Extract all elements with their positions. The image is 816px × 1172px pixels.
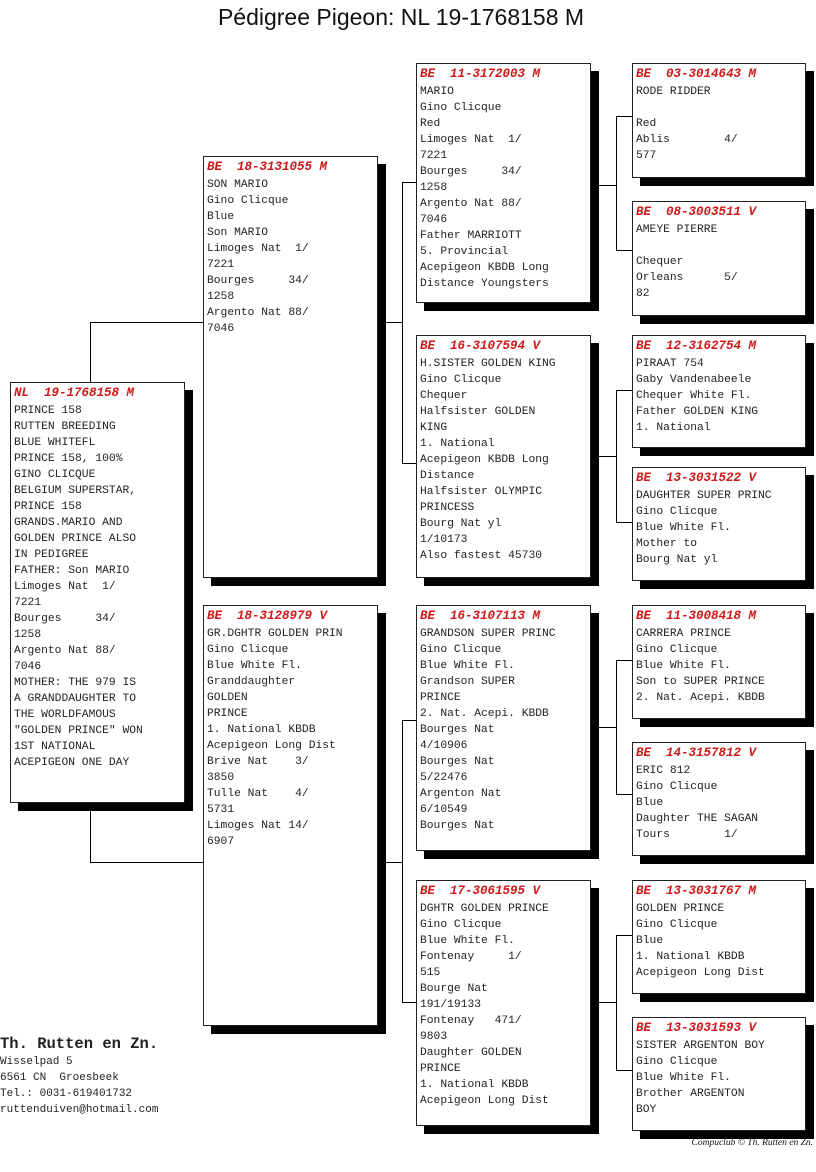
connector (616, 116, 632, 117)
detail-line: ERIC 812 (636, 765, 691, 777)
pigeon-card-fmm[interactable] (632, 467, 806, 581)
pigeon-card-subject[interactable] (10, 382, 185, 803)
detail-line: PRINCE (420, 1063, 461, 1075)
detail-line: PRINCE 158 (14, 501, 82, 513)
pigeon-card-mff[interactable] (632, 605, 806, 719)
pigeon-details (207, 626, 374, 850)
pigeon-card-mmf[interactable] (632, 880, 806, 994)
pigeon-card-mfm[interactable] (632, 742, 806, 856)
detail-line: BLUE WHITEFL (14, 437, 96, 449)
detail-line: 1. National KBDB (636, 951, 745, 963)
detail-line: 5731 (207, 804, 235, 816)
detail-line: Blue White Fl. (207, 660, 302, 672)
detail-line: Tours 1/ (636, 829, 738, 841)
breeder-phone: Tel.: 0031-619401732 (0, 1088, 133, 1100)
detail-line: BOY (636, 1104, 657, 1116)
detail-line: 6907 (207, 836, 235, 848)
connector (616, 250, 632, 251)
connector (402, 1002, 416, 1003)
detail-line: Blue White Fl. (636, 660, 731, 672)
detail-line: Bourges 34/ (420, 166, 522, 178)
detail-line: 1. National (420, 438, 495, 450)
ring-number: BE 13-3031767 M (636, 884, 757, 898)
pigeon-details (420, 84, 587, 292)
detail-line: Son MARIO (207, 227, 269, 239)
detail-line: Distance (420, 470, 475, 482)
detail-line: PRINCE (207, 708, 248, 720)
detail-line: Chequer (420, 390, 468, 402)
detail-line: 5. Provincial (420, 246, 509, 258)
pigeon-details (636, 84, 802, 164)
connector (90, 862, 203, 863)
detail-line: 1258 (14, 629, 42, 641)
detail-line: Limoges Nat 1/ (207, 243, 309, 255)
detail-line: GOLDEN PRINCE (636, 903, 725, 915)
detail-line: Blue (207, 211, 235, 223)
detail-line: Father GOLDEN KING (636, 406, 759, 418)
pigeon-details (636, 626, 802, 706)
detail-line: RUTTEN BREEDING (14, 421, 116, 433)
ring-number: BE 16-3107113 M (420, 609, 541, 623)
detail-line: Limoges Nat 1/ (14, 581, 116, 593)
connector (402, 182, 403, 463)
detail-line: Gino Clicque (636, 644, 718, 656)
pigeon-details (636, 222, 802, 302)
ring-number: BE 13-3031593 V (636, 1021, 757, 1035)
detail-line: 82 (636, 288, 650, 300)
detail-line: Blue (636, 797, 664, 809)
ring-number: BE 11-3172003 M (420, 67, 541, 81)
connector (616, 522, 632, 523)
connector (616, 390, 632, 391)
detail-line: Gino Clicque (420, 644, 502, 656)
pigeon-details (636, 901, 802, 981)
detail-line: Gino Clicque (420, 374, 502, 386)
ring-number: BE 11-3008418 M (636, 609, 757, 623)
pigeon-card-father[interactable] (203, 156, 378, 578)
detail-line: 7046 (207, 323, 235, 335)
detail-line: Acepigeon Long Dist (636, 967, 765, 979)
detail-line: GINO CLICQUE (14, 469, 96, 481)
connector (402, 720, 416, 721)
detail-line: 4/10906 (420, 740, 468, 752)
ring-number: BE 16-3107594 V (420, 339, 541, 353)
detail-line: DGHTR GOLDEN PRINCE (420, 903, 549, 915)
connector (402, 182, 416, 183)
detail-line: 1. National KBDB (420, 1079, 529, 1091)
connector (598, 727, 616, 728)
detail-line: GR.DGHTR GOLDEN PRIN (207, 628, 343, 640)
connector (598, 185, 616, 186)
detail-line: "GOLDEN PRINCE" WON (14, 725, 143, 737)
connector (616, 390, 617, 523)
pigeon-card-maternal-grandfather[interactable] (416, 605, 591, 851)
detail-line: Grandson SUPER (420, 676, 515, 688)
detail-line: 1258 (207, 291, 235, 303)
detail-line: 1/10173 (420, 534, 468, 546)
detail-line: Chequer (636, 256, 684, 268)
pigeon-card-mmm[interactable] (632, 1017, 806, 1131)
detail-line: 1. National (636, 422, 711, 434)
detail-line: PIRAAT 754 (636, 358, 704, 370)
detail-line: FATHER: Son MARIO (14, 565, 130, 577)
detail-line: Gino Clicque (636, 919, 718, 931)
detail-line: Gino Clicque (420, 102, 502, 114)
detail-line: Acepigeon Long Dist (207, 740, 336, 752)
detail-line: 191/19133 (420, 999, 482, 1011)
detail-line: GRANDS.MARIO AND (14, 517, 123, 529)
ring-number: BE 13-3031522 V (636, 471, 757, 485)
detail-line: MOTHER: THE 979 IS (14, 677, 137, 689)
detail-line: Bourges Nat (420, 756, 495, 768)
ring-number: BE 18-3131055 M (207, 160, 328, 174)
detail-line: 7221 (420, 150, 448, 162)
detail-line: Also fastest 45730 (420, 550, 543, 562)
connector (90, 322, 203, 323)
pigeon-details (636, 1038, 802, 1118)
detail-line: Fontenay 1/ (420, 951, 522, 963)
detail-line: Daughter THE SAGAN (636, 813, 759, 825)
connector (616, 935, 617, 1071)
detail-line: SON MARIO (207, 179, 269, 191)
detail-line: Gaby Vandenabeele (636, 374, 752, 386)
detail-line: Blue White Fl. (636, 522, 731, 534)
connector (616, 660, 617, 795)
detail-line: Blue White Fl. (420, 660, 515, 672)
detail-line: 1ST NATIONAL (14, 741, 96, 753)
detail-line: 7221 (207, 259, 235, 271)
breeder-name: Th. Rutten en Zn. (0, 1035, 159, 1053)
pigeon-card-maternal-grandmother[interactable] (416, 880, 591, 1126)
detail-line: Chequer White Fl. (636, 390, 752, 402)
detail-line: Blue White Fl. (420, 935, 515, 947)
page-title: Pédigree Pigeon: NL 19-1768158 M (217, 4, 585, 30)
detail-line: 577 (636, 150, 657, 162)
detail-line: 2. Nat. Acepi. KBDB (420, 708, 549, 720)
detail-line: Bourges 34/ (207, 275, 309, 287)
ring-number: BE 08-3003511 V (636, 205, 757, 219)
pigeon-card-paternal-grandfather[interactable] (416, 63, 591, 303)
breeder-email[interactable]: ruttenduiven@hotmail.com (0, 1104, 159, 1116)
connector (598, 456, 616, 457)
detail-line: Bourges Nat (420, 724, 495, 736)
detail-line: Brother ARGENTON (636, 1088, 745, 1100)
detail-line: Halfsister GOLDEN (420, 406, 536, 418)
ring-number: BE 17-3061595 V (420, 884, 541, 898)
detail-line: Fontenay 471/ (420, 1015, 522, 1027)
detail-line: Argenton Nat (420, 788, 502, 800)
detail-line: KING (420, 422, 448, 434)
connector (616, 794, 632, 795)
detail-line: CARRERA PRINCE (636, 628, 731, 640)
detail-line: PRINCE 158, 100% (14, 453, 123, 465)
detail-line: Halfsister OLYMPIC (420, 486, 543, 498)
connector (90, 322, 91, 382)
detail-line: PRINCESS (420, 502, 475, 514)
ring-number: NL 19-1768158 M (14, 386, 135, 400)
ring-number: BE 12-3162754 M (636, 339, 757, 353)
detail-line: 6/10549 (420, 804, 468, 816)
detail-line: Father MARRIOTT (420, 230, 522, 242)
pigeon-details (420, 626, 587, 834)
detail-line: Tulle Nat 4/ (207, 788, 309, 800)
detail-line: Argento Nat 88/ (207, 307, 309, 319)
detail-line: Bourg Nat yl (636, 554, 718, 566)
detail-line: 9803 (420, 1031, 448, 1043)
ring-number: BE 18-3128979 V (207, 609, 328, 623)
detail-line: Gino Clicque (207, 644, 289, 656)
pigeon-card-fmf[interactable] (632, 335, 806, 448)
breeder-address: Wisselpad 5 (0, 1056, 73, 1068)
pigeon-details (420, 356, 587, 564)
connector (616, 1070, 632, 1071)
detail-line: 3850 (207, 772, 235, 784)
detail-line: Limoges Nat 1/ (420, 134, 522, 146)
detail-line (636, 100, 802, 116)
breeder-info (0, 1034, 158, 1118)
pigeon-card-ffm[interactable] (632, 201, 806, 316)
detail-line: SISTER ARGENTON BOY (636, 1040, 765, 1052)
detail-line: Gino Clicque (636, 506, 718, 518)
detail-line: Distance Youngsters (420, 278, 549, 290)
detail-line: GOLDEN PRINCE ALSO (14, 533, 137, 545)
detail-line: 1. National KBDB (207, 724, 316, 736)
detail-line: A GRANDDAUGHTER TO (14, 693, 137, 705)
detail-line: 515 (420, 967, 441, 979)
connector (385, 862, 402, 863)
detail-line: Mother to (636, 538, 698, 550)
detail-line: GOLDEN (207, 692, 248, 704)
connector (616, 935, 632, 936)
pigeon-details (207, 177, 374, 337)
detail-line: Bourge Nat (420, 983, 488, 995)
detail-line: Ablis 4/ (636, 134, 738, 146)
pigeon-details (636, 356, 802, 436)
detail-line: Gino Clicque (636, 781, 718, 793)
detail-line: AMEYE PIERRE (636, 224, 718, 236)
detail-line: 7221 (14, 597, 42, 609)
pigeon-details (636, 488, 802, 568)
connector (402, 720, 403, 1002)
detail-line: IN PEDIGREE (14, 549, 89, 561)
pigeon-card-fff[interactable] (632, 63, 806, 178)
detail-line: Granddaughter (207, 676, 296, 688)
detail-line: BELGIUM SUPERSTAR, (14, 485, 137, 497)
pigeon-details (14, 403, 181, 771)
detail-line: Gino Clicque (420, 919, 502, 931)
detail-line: THE WORLDFAMOUS (14, 709, 116, 721)
detail-line: Daughter GOLDEN (420, 1047, 522, 1059)
connector (402, 463, 416, 464)
detail-line: PRINCE 158 (14, 405, 82, 417)
pigeon-details (420, 901, 587, 1109)
detail-line: Argento Nat 88/ (420, 198, 522, 210)
detail-line: 1258 (420, 182, 448, 194)
copyright-notice: Compuclub © Th. Rutten en Zn. (691, 1138, 813, 1148)
detail-line: Bourg Nat yl (420, 518, 502, 530)
detail-line: 7046 (420, 214, 448, 226)
detail-line: Bourges Nat (420, 820, 495, 832)
breeder-city: 6561 CN Groesbeek (0, 1072, 119, 1084)
detail-line: ACEPIGEON ONE DAY (14, 757, 130, 769)
connector (598, 1002, 616, 1003)
connector (385, 322, 402, 323)
detail-line: Red (636, 118, 657, 130)
detail-line: Limoges Nat 14/ (207, 820, 309, 832)
detail-line: Blue (636, 935, 664, 947)
detail-line: Blue White Fl. (636, 1072, 731, 1084)
detail-line: Son to SUPER PRINCE (636, 676, 765, 688)
detail-line: Orleans 5/ (636, 272, 738, 284)
detail-line: Acepigeon KBDB Long (420, 454, 549, 466)
detail-line (636, 238, 802, 254)
pigeon-card-paternal-grandmother[interactable] (416, 335, 591, 578)
detail-line: Brive Nat 3/ (207, 756, 309, 768)
detail-line: MARIO (420, 86, 454, 98)
detail-line: RODE RIDDER (636, 86, 711, 98)
ring-number: BE 03-3014643 M (636, 67, 757, 81)
detail-line: Gino Clicque (207, 195, 289, 207)
connector (616, 116, 617, 251)
detail-line: Acepigeon Long Dist (420, 1095, 549, 1107)
pigeon-card-mother[interactable] (203, 605, 378, 1026)
detail-line: Gino Clicque (636, 1056, 718, 1068)
ring-number: BE 14-3157812 V (636, 746, 757, 760)
detail-line: Argento Nat 88/ (14, 645, 116, 657)
detail-line: 2. Nat. Acepi. KBDB (636, 692, 765, 704)
detail-line: DAUGHTER SUPER PRINC (636, 490, 772, 502)
connector (616, 660, 632, 661)
detail-line: GRANDSON SUPER PRINC (420, 628, 556, 640)
detail-line: Red (420, 118, 441, 130)
connector (90, 810, 91, 863)
detail-line: 7046 (14, 661, 42, 673)
detail-line: H.SISTER GOLDEN KING (420, 358, 556, 370)
detail-line: PRINCE (420, 692, 461, 704)
detail-line: 5/22476 (420, 772, 468, 784)
pigeon-details (636, 763, 802, 843)
detail-line: Bourges 34/ (14, 613, 116, 625)
detail-line: Acepigeon KBDB Long (420, 262, 549, 274)
